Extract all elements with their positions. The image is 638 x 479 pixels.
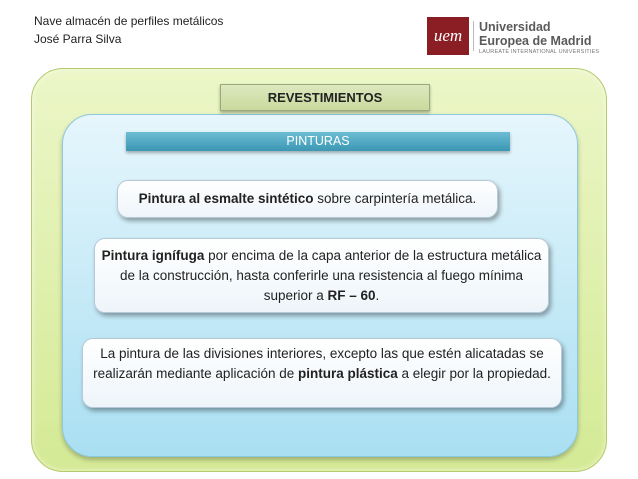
author-name: José Parra Silva: [34, 32, 122, 46]
card-esmalte-text: sobre carpintería metálica.: [313, 191, 477, 206]
logo-line-1: Universidad: [479, 20, 551, 34]
card-esmalte: [117, 180, 498, 218]
card-ignifuga-end: .: [375, 288, 380, 303]
card-plastica-text: La pintura de las divisiones interiores, excepto las que estén alicatadas se realizarán mediante aplicación de: [93, 346, 544, 381]
card-ignifuga-rating: RF – 60: [327, 288, 376, 303]
project-title: Nave almacén de perfiles metálicos: [34, 14, 224, 28]
card-ignifuga-text: por encima de la capa anterior de la estructura metálica de la construcción, hasta conferirle una resistencia al fuego mínima superior a: [120, 248, 542, 303]
card-ignifuga: [94, 238, 549, 313]
section-subtitle: PINTURAS: [126, 132, 510, 151]
logo-line-3: LAUREATE INTERNATIONAL UNIVERSITIES: [479, 49, 600, 55]
card-ignifuga-bold: Pintura ignífuga: [101, 248, 205, 263]
card-plastica-end: a elegir por la propiedad.: [397, 366, 551, 381]
document-header: [34, 12, 223, 48]
section-title: REVESTIMIENTOS: [220, 84, 430, 111]
logo-line-2: Europea de Madrid: [479, 34, 592, 48]
university-logo: [427, 17, 612, 59]
card-esmalte-bold: Pintura al esmalte sintético: [138, 191, 314, 206]
uem-logo-icon: uem: [427, 17, 469, 55]
logo-divider: [473, 21, 474, 51]
card-plastica-bold: pintura plástica: [297, 366, 398, 381]
card-plastica: [82, 338, 562, 408]
